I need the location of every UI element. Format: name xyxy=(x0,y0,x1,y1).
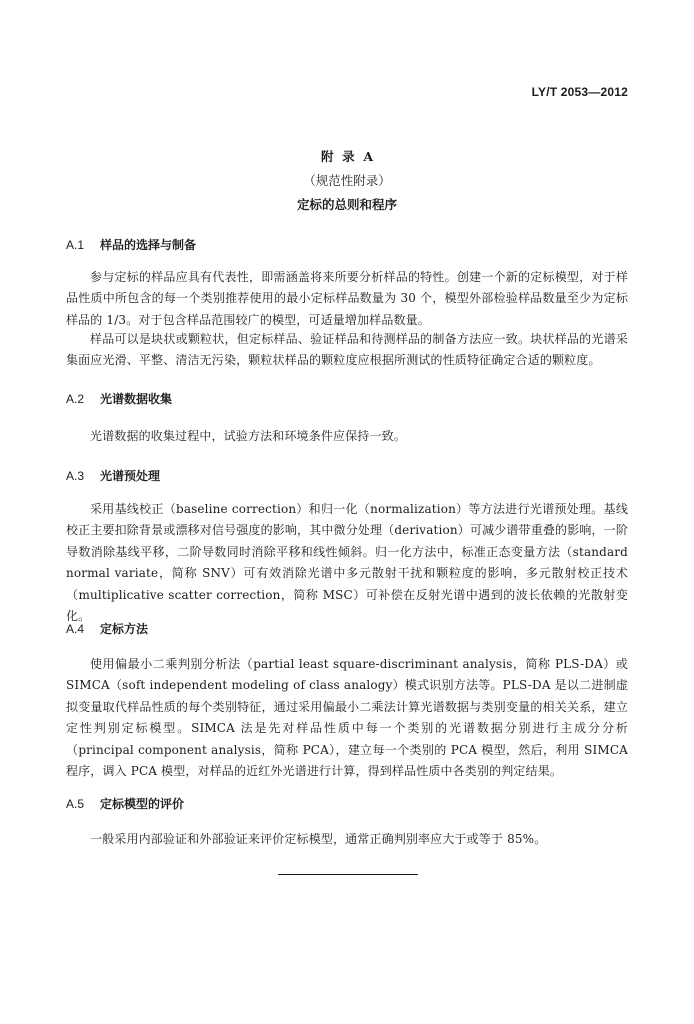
section-a1-paragraph-2: 样品可以是块状或颗粒状，但定标样品、验证样品和待测样品的制备方法应一致。块状样品的光谱采集面应光滑、平整、清洁无污染，颗粒状样品的颗粒度应根据所测试的性质特征确定合适的颗粒度。 xyxy=(66,332,628,368)
section-number: A.3 xyxy=(66,469,85,483)
appendix-title-block xyxy=(0,145,694,217)
section-a3-paragraph-1: 采用基线校正（baseline correction）和归一化（normalization）等方法进行光谱预处理。基线校正主要扣除背景或漂移对信号强度的影响，其中微分处理（derivation）可减少谱带重叠的影响，一阶导数消除基线平移，二阶导数同时消除平移和线性倾斜。归一化方法中，标准正态变量方法（standard normal variate，简称 SNV）可有效消除光谱中多元散射干扰和颗粒度的影响，多元散射校正技术（multiplicative scatter correction，简称 MSC）可补偿在反射光谱中遇到的波长依赖的光散射变化。 xyxy=(66,502,628,624)
section-a2-paragraph-1: 光谱数据的收集过程中，试验方法和环境条件应保持一致。 xyxy=(90,429,406,443)
section-a5-paragraph-1: 一般采用内部验证和外部验证来评价定标模型，通常正确判别率应大于或等于 85%。 xyxy=(90,832,547,846)
section-title: 定标模型的评价 xyxy=(100,797,185,811)
section-number: A.5 xyxy=(66,797,85,811)
section-title: 定标方法 xyxy=(100,622,149,636)
section-a5-heading xyxy=(66,795,184,812)
section-number: A.4 xyxy=(66,622,85,636)
section-a3-heading xyxy=(66,467,160,484)
appendix-title: 附 录 A xyxy=(320,149,374,164)
section-a1-heading xyxy=(66,236,196,253)
end-rule xyxy=(278,874,418,875)
section-a4-heading xyxy=(66,620,148,637)
section-a1-paragraph-1: 参与定标的样品应具有代表性，即需涵盖将来所要分析样品的特性。创建一个新的定标模型，对于样品性质中所包含的每一个类别推荐使用的最小定标样品数量为 30 个，模型外部检验样品数量至少为定标样品的 1/3。对于包含样品范围较广的模型，可适量增加样品数量。 xyxy=(66,270,628,327)
section-number: A.2 xyxy=(66,392,85,406)
appendix-heading: 定标的总则和程序 xyxy=(296,197,397,212)
standard-code: LY/T 2053—2012 xyxy=(531,85,628,99)
appendix-subtitle: （规范性附录） xyxy=(303,173,391,188)
section-a4-paragraph-1: 使用偏最小二乘判别分析法（partial least square-discriminant analysis，简称 PLS-DA）或 SIMCA（soft independent modeling of class analogy）模式识别方法等。PLS-DA 是以二进制虚拟变量取代样品性质的每个类别特征，通过采用偏最小二乘法计算光谱数据与类别变量的相关关系，建立定性判别定标模型。SIMCA 法是先对样品性质中每一个类别的光谱数据分别进行主成分分析（principal component analysis，简称 PCA），建立每一个类别的 PCA 模型，然后，利用 SIMCA 程序，调入 PCA 模型，对样品的近红外光谱进行计算，得到样品性质中各类别的判定结果。 xyxy=(66,657,628,779)
section-number: A.1 xyxy=(66,238,85,252)
section-a2-heading xyxy=(66,390,172,407)
section-title: 样品的选择与制备 xyxy=(100,238,197,252)
section-title: 光谱数据收集 xyxy=(100,392,173,406)
section-title: 光谱预处理 xyxy=(100,469,161,483)
